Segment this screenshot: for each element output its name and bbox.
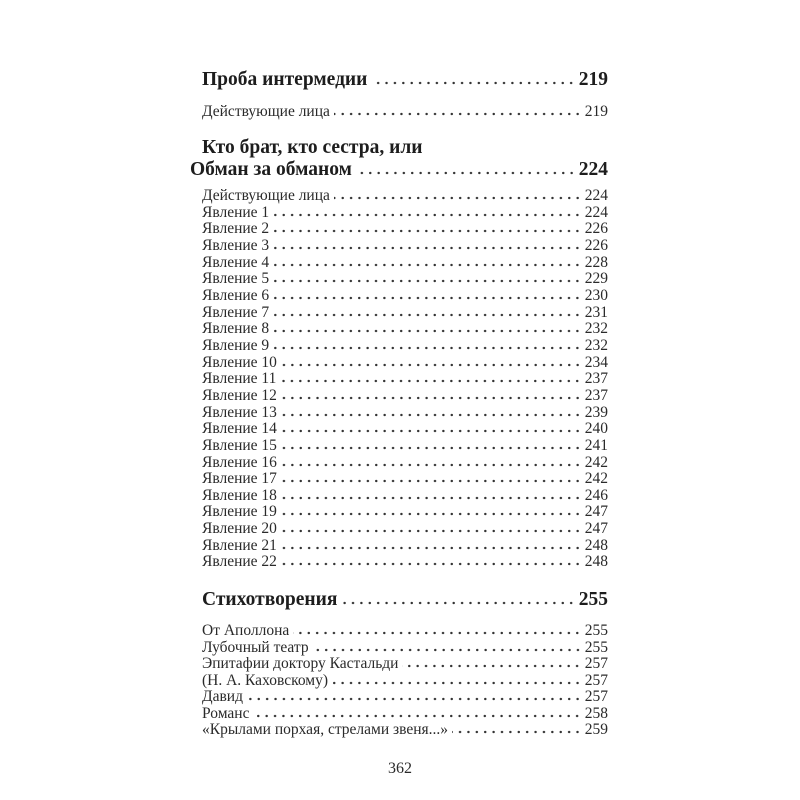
toc-heading: Стихотворения 255 bbox=[202, 589, 608, 610]
dot-leader bbox=[281, 562, 582, 566]
toc-entry-list bbox=[202, 188, 608, 571]
toc-entry: (Н. А. Каховскому) 257 bbox=[202, 671, 608, 689]
toc-entry: Явление 11 237 bbox=[202, 370, 608, 388]
dot-leader bbox=[281, 413, 582, 417]
dot-leader bbox=[273, 279, 582, 283]
dot-leader bbox=[281, 446, 582, 450]
dot-leader bbox=[281, 396, 582, 400]
toc-section-poems bbox=[202, 589, 608, 739]
toc-entry: Явление 19 247 bbox=[202, 503, 608, 521]
dot-leader bbox=[281, 463, 582, 467]
dot-leader bbox=[247, 697, 582, 701]
dot-leader bbox=[273, 346, 582, 350]
toc-entry-list bbox=[202, 623, 608, 739]
dot-leader bbox=[341, 601, 575, 605]
toc-heading-line: Кто брат, кто сестра, или bbox=[202, 137, 423, 158]
toc-entry: Явление 20 247 bbox=[202, 520, 608, 538]
toc-entry: Явление 13 239 bbox=[202, 403, 608, 421]
dot-leader bbox=[280, 379, 581, 383]
dot-leader bbox=[273, 246, 582, 250]
toc-entry: Романс 258 bbox=[202, 704, 608, 722]
toc-entry: Явление 6 230 bbox=[202, 286, 608, 304]
dot-leader bbox=[356, 171, 576, 175]
toc-section-kto-brat bbox=[190, 137, 608, 571]
dot-leader bbox=[273, 213, 582, 217]
toc-entry: Давид 257 bbox=[202, 688, 608, 705]
dot-leader bbox=[273, 313, 582, 317]
dot-leader bbox=[452, 730, 582, 734]
page-number: 362 bbox=[388, 760, 412, 777]
toc-section-proba bbox=[202, 69, 608, 121]
dot-leader bbox=[273, 296, 582, 300]
dot-leader bbox=[281, 429, 582, 433]
toc-entry: Явление 18 246 bbox=[202, 486, 608, 504]
dot-leader bbox=[332, 681, 582, 685]
dot-leader bbox=[273, 329, 582, 333]
toc-entry: Явление 7 231 bbox=[202, 303, 608, 321]
toc-entry: Явление 4 228 bbox=[202, 253, 608, 271]
toc-entry: Эпитафии доктору Кастальди 257 bbox=[202, 655, 608, 672]
dot-leader bbox=[371, 81, 575, 85]
toc-entry: Явление 17 242 bbox=[202, 470, 608, 488]
toc-entry: От Аполлона 255 bbox=[202, 622, 608, 639]
dot-leader bbox=[281, 512, 582, 516]
dot-leader bbox=[334, 196, 582, 200]
toc-entry: Явление 14 240 bbox=[202, 420, 608, 438]
toc-entry: Явление 12 237 bbox=[202, 386, 608, 404]
toc-entry: Явление 1 224 bbox=[202, 203, 608, 221]
toc-heading: Обман за обманом 224 bbox=[190, 159, 608, 180]
dot-leader bbox=[281, 363, 582, 367]
toc-entry: «Крылами порхая, стрелами звеня...» 259 bbox=[202, 721, 608, 738]
toc-entry: Явление 21 248 bbox=[202, 536, 608, 554]
dot-leader bbox=[273, 229, 582, 233]
toc-entry: Явление 9 232 bbox=[202, 336, 608, 354]
toc-entry: Лубочный театр 255 bbox=[202, 638, 608, 656]
dot-leader bbox=[273, 263, 582, 267]
dot-leader bbox=[402, 664, 581, 668]
toc-entry: Явление 8 232 bbox=[202, 320, 608, 338]
dot-leader bbox=[281, 546, 582, 550]
dot-leader bbox=[334, 112, 582, 116]
toc-entry: Действующие лица 219 bbox=[202, 103, 608, 120]
dot-leader bbox=[313, 648, 582, 652]
dot-leader bbox=[253, 714, 581, 718]
dot-leader bbox=[281, 529, 582, 533]
toc-heading: Проба интермедии 219 bbox=[202, 69, 608, 90]
toc-entry: Явление 3 226 bbox=[202, 236, 608, 254]
toc-entry: Явление 22 248 bbox=[202, 553, 608, 571]
toc-entry: Явление 10 234 bbox=[202, 353, 608, 371]
dot-leader bbox=[281, 496, 582, 500]
toc-entry: Явление 16 242 bbox=[202, 453, 608, 471]
toc-entry: Явление 2 226 bbox=[202, 220, 608, 238]
toc-entry: Явление 15 241 bbox=[202, 436, 608, 454]
toc-entry: Явление 5 229 bbox=[202, 270, 608, 288]
dot-leader bbox=[293, 631, 581, 635]
toc-entry: Действующие лица 224 bbox=[202, 187, 608, 204]
dot-leader bbox=[281, 479, 582, 483]
